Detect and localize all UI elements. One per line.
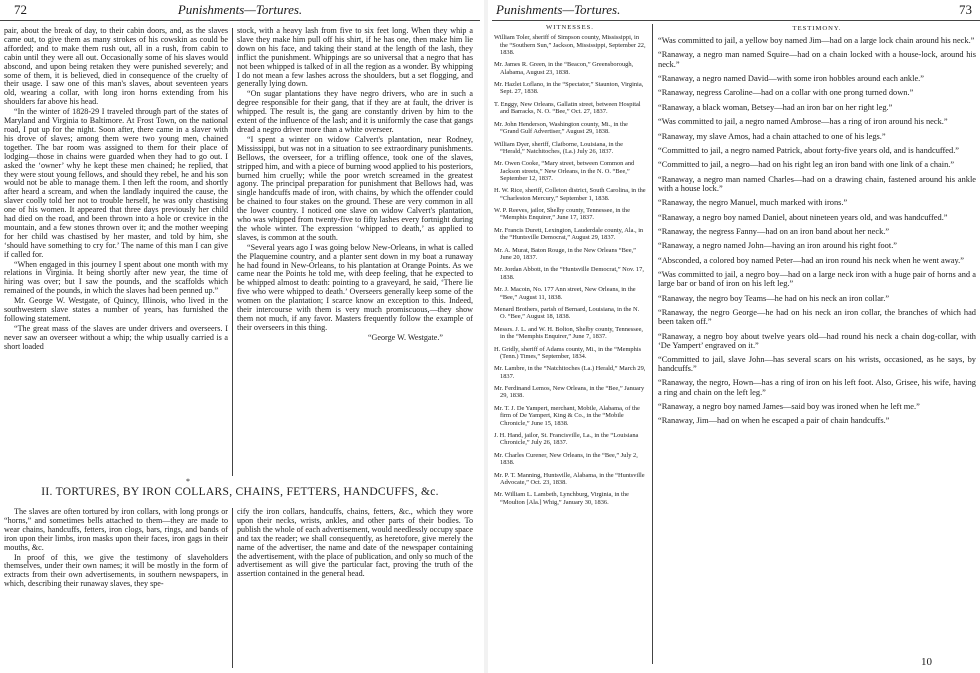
paragraph: In proof of this, we give the testimony of slaveholders themselves, under their own names; it will be mostly in the form of extracts from their own advertisements, in southern newspapers, in which, describing their runaway slaves, they spe- (4, 552, 228, 589)
witness-entry: H. W. Rice, sheriff, Colleton district, South Carolina, in the “Charleston Mercury,” September 1, 1838. (494, 187, 646, 202)
paragraph: “Several years ago I was going below New-Orleans, in what is called the Plaquemine country, and a planter sent down in my boat a runaway he had found in New-Orleans, to his plantation at Orange Points. As we came near the Points he told me, with deep feeling, that he expected to be whipped almost to death: pointing to a graveyard, he said, ‘There lie five who were whipped to death.’ Overseers generally keep some of the women on the plantation; I scarce know an exception to this. Indeed, their intercourse with them is very much promiscuous,—they show them not much, if any favor. Masters frequently follow the example of their overseers in this thing. (237, 242, 473, 332)
right-running-title: Punishments—Tortures. (496, 2, 621, 17)
witness-entry: W. P. Reeves, jailor, Shelby county, Tennessee, in the “Memphis Enquirer,” June 17, 1837. (494, 207, 630, 222)
testimony-entry: “Ranaway, the negress Fanny—had on an iron band about her neck.” (658, 226, 890, 236)
witnesses-heading: WITNESSES. (546, 24, 594, 31)
witness-entry: H. Gridly, sheriff of Adams county, Mi., in the “Memphis (Tenn.) Times,” September, 1834. (494, 345, 642, 360)
witness-entry: Mr. Hazlet Loflano, in the “Spectator,” Staunton, Virginia, Sept. 27, 1838. (494, 81, 644, 96)
testimony-entry: “Ranaway, Jim—had on when he escaped a pair of chain handcuffs.” (658, 416, 890, 426)
testimony-entry: “Ranaway, the negro Manuel, much marked with irons.” (658, 198, 848, 208)
bottom-column-2 (237, 508, 473, 672)
signature: “George W. Westgate.” (367, 332, 443, 342)
section-separator: * (186, 477, 190, 486)
witness-entry: William Dyer, sheriff, Claiborne, Louisiana, in the “Herald,” Natchitoches, (La.) July 26, 1837. (494, 140, 623, 155)
testimony-entry: “Ranaway, a negro boy named Daniel, about nineteen years old, and was handcuffed.” (658, 212, 948, 222)
testimony-entry: “Ranaway, the negro, Hown—has a ring of iron on his left foot. Also, Grisee, his wife, having a ring and chain on the left leg.” (658, 378, 976, 397)
left-column-2 (237, 27, 473, 477)
left-page (0, 0, 480, 673)
witness-entry: Mr. J. Macoin, No. 177 Ann street, New Orleans, in the “Bee,” August 11, 1838. (494, 286, 636, 301)
testimony-entry: “Ranaway, my slave Amos, had a chain attached to one of his legs.” (658, 131, 886, 141)
header-rule (0, 20, 480, 21)
bottom-column-1 (4, 508, 228, 672)
right-page (492, 0, 980, 673)
testimony-entry: “Absconded, a colored boy named Peter—had an iron round his neck when he went away.” (658, 255, 964, 265)
left-running-title: Punishments—Tortures. (177, 2, 303, 17)
paragraph: The slaves are often tortured by iron collars, with long prongs or “horns,” and sometimes bells attached to them—they are made to wear chains, handcuffs, fetters, iron clogs, bars, rings, and bands of iron upon their limbs, iron masks upon their faces, iron gags in their mouths, &c. (4, 508, 228, 552)
testimony-entry: “Ranaway, a black woman, Betsey—had an iron bar on her right leg.” (658, 102, 893, 112)
witness-entry: Mr. T. J. De Yampert, merchant, Mobile, Alabama, of the firm of De Yampert, King & Co., in the “Mobile Chronicle,” June 15, 1838. (494, 404, 640, 427)
page-gutter (484, 0, 488, 673)
testimony-entry: “Ranaway, a negro man named Charles—had on a drawing chain, fastened around his ankle with a house lock.” (658, 174, 976, 193)
testimony-heading: TESTIMONY. (792, 25, 842, 32)
witness-entry: Mr. James R. Green, in the “Beacon,” Greensborough, Alabama, August 23, 1838. (494, 61, 634, 76)
header-rule (492, 20, 980, 21)
column-rule (232, 28, 233, 476)
testimony-entry: “Ranaway, the negro boy Teams—he had on his neck an iron collar.” (658, 293, 890, 303)
left-column-1 (4, 27, 228, 477)
section-title: II. TORTURES, BY IRON COLLARS, CHAINS, FETTERS, HANDCUFFS, &c. (41, 486, 439, 498)
witness-entry: Mr. Charles Curener, New Orleans, in the “Bee,” July 2, 1838. (494, 451, 638, 467)
testimony-entry: “Ranaway, negress Caroline—had on a collar with one prong turned down.” (658, 88, 914, 98)
paragraph: cify the iron collars, handcuffs, chains, fetters, &c., which they wore upon their necks, wrists, ankles, and other parts of their bodies. To publish the whole of each advertisement, would needlessly occupy space and tax the reader; we shall consequently, as heretofore, give merely the name of the advertiser, the name and date of the newspaper containing the advertisement, with the place of publication, and only so much of the advertisement as will give the particular fact, proving the truth of the assertion contained in the general head. (237, 508, 473, 579)
testimony-entry: “Ranaway, a negro boy about twelve years old—had round his neck a chain dog-collar, with ‘De Yampert’ engraved on it.” (658, 331, 976, 350)
witness-entry: J. H. Hand, jailor, St. Francisville, La., in the “Louisiana Chronicle,” July 26, 1837. (494, 432, 639, 447)
witness-entry: T. Enggy, New Orleans, Gallatin street, between Hospital and Barracks, N. O. “Bee,” Oct. 27, 1837. (494, 100, 641, 116)
testimony-entry: “Committed to jail, a negro—had on his right leg an iron band with one link of a chain.” (658, 160, 955, 170)
left-page-number: 72 (14, 2, 27, 17)
witness-entry: Mr. A. Murat, Baton Rouge, in the New Orleans “Bee,” June 20, 1837. (494, 246, 636, 261)
westgate-intro: Mr. George W. Westgate, of Quincy, Illinois, who lived in the southwestern slave states a number of years, has furnished the following statement. (4, 296, 228, 323)
paragraph: pair, about the break of day, to their cabin doors, and, as the slaves came out, to give them as many strokes of his cowskin as could be afforded; and to make them rush out, all in a rush, from cabin to cabin until they were all out. Occasionally some of his slaves would abscond, and upon being retaken they were punished severely; and some of them, it is believed, died in consequence of the cruelty of their usage. I saw one of this man's slaves, about seventeen years old, wearing a collar, with long iron horns extending from his shoulders far above his head. (4, 27, 228, 107)
testimony-entry: “Was committed to jail, a yellow boy named Jim—had on a large lock chain around his neck.” (658, 36, 975, 46)
column-rule (652, 24, 653, 664)
witnesses-column (494, 24, 646, 656)
paragraph: “On sugar plantations they have negro drivers, who are in such a degree responsible for their gang, that if they are at fault, the driver is whipped. The result is, the gang are constantly driven by him to the extent of the influence of the lash; and it is uniformly the case that gangs dread a negro driver more than a white overseer. (237, 89, 473, 134)
paragraph: “When engaged in this journey I spent about one month with my relations in Virginia. It being shortly after new year, the time of hiring was over; but I saw the pounds, and the scaffolds which remained of the pounds, in which the slaves had been penned up.” (4, 259, 228, 296)
testimony-entry: “Ranaway, a negro named David—with some iron hobbles around each ankle.” (658, 73, 924, 83)
testimony-entry: “Committed to jail, a negro named Patrick, about forty-five years old, and is handcuffed.” (658, 145, 960, 155)
column-rule (232, 508, 233, 668)
witness-entry: Mr. P. T. Manning, Huntsville, Alabama, in the “Huntsville Advocate,” Oct. 23, 1838. (494, 471, 645, 486)
witness-entry: Mr. Ferdinand Lemos, New Orleans, in the “Bee,” January 29, 1838. (494, 385, 645, 400)
right-page-number: 73 (959, 2, 972, 17)
testimony-entry: “Was committed to jail, a negro boy—had on a large neck iron with a huge pair of horns and a large bar or band of iron on his left leg.” (658, 270, 976, 289)
paragraph: stock, with a heavy lash from five to six feet long. When they whip a slave they make him pull off his shirt, if he has one, then make him lie down on his face, and taking their stand at the length of the lash, they inflict the punishment. Whippings are so universal that a negro that has not been whipped is talked of in all the region as a wonder. By whipping I do not mean a few lashes across the shoulders, but a set flogging, and generally lying down. (237, 27, 473, 89)
testimony-entry: “Ranaway, a negro man named Squire—had on a chain locked with a house-lock, around his neck.” (658, 50, 976, 69)
witness-entry: Menard Brothers, parish of Bernard, Louisiana, in the N. O. “Bee,” August 18, 1838. (494, 306, 640, 321)
witness-entry: Messrs. J. L. and W. H. Bolton, Shelby county, Tennessee, in the “Memphis Enquirer,” June 7, 1837. (494, 325, 644, 341)
testimony-entry: “Was committed to jail, a negro named Ambrose—has a ring of iron around his neck.” (658, 117, 948, 127)
witness-entry: Mr. Jordan Abbott, in the “Huntsville Democrat,” Nov. 17, 1838. (494, 266, 644, 281)
testimony-entry: “Committed to jail, slave John—has several scars on his wrists, occasioned, as he says, by handcuffs.” (658, 354, 976, 374)
witness-entry: Mr. Owen Cooke, “Mary street, between Common and Jackson streets,” New Orleans, in the N. O. “Bee,” September 12, 1837. (494, 160, 635, 182)
testimony-entry: “Ranaway, the negro George—he had on his neck an iron collar, the branches of which had been taken off.” (658, 308, 976, 327)
testimony-list (658, 36, 976, 425)
testimony-entry: “Ranaway, a negro named John—having an iron around his right foot.” (658, 241, 898, 251)
paragraph: “The great mass of the slaves are under drivers and overseers. I never saw an overseer without a whip; the whip usually carried is a short loaded (4, 323, 228, 351)
paragraph: “I spent a winter on widow Calvert's plantation, near Rodney, Mississippi, but was not in a situation to see extraordinary punishments. Bellows, the overseer, for a trifling offence, took one of the slaves, stripped him, and with a piece of burning wood applied to his posteriors, burned him cruelly; while the poor wretch screamed in the greatest agony. The principal preparation for punishment that Bellows had, was single handcuffs made of iron, with chains, by which the offender could be chained to four stakes on the ground. These are very common in all the lower country. I noticed one slave on widow Calvert's plantation, who was whipped from twenty-five to fifty lashes every fortnight during the whole winter. The expression ‘whipped to death,’ as applied to slaves, is common at the south. (237, 134, 473, 242)
footer-page-number: 10 (921, 656, 932, 668)
witness-entry: Mr. William L. Lambeth, Lynchburg, Virginia, in the “Moulton [Ala.] Whig,” January 30, 1836. (494, 491, 629, 506)
left-page-header (0, 2, 480, 18)
testimony-entry: “Ranaway, a negro boy named James—said boy was ironed when he left me.” (658, 401, 920, 411)
witnesses-list (494, 34, 646, 506)
witness-entry: Mr. Francis Durett, Lexington, Lauderdale county, Ala., in the “Huntsville Democrat,” August 29, 1837. (494, 226, 644, 242)
witness-entry: Mr. Lambre, in the “Natchitoches (La.) Herald,” March 29, 1837. (494, 365, 646, 380)
testimony-column (658, 24, 976, 656)
right-page-header (492, 2, 980, 18)
paragraph: “In the winter of 1828-29 I traveled through part of the states of Maryland and Virginia to Baltimore. At Frost Town, on the national road, I put up for the night. Soon after, there came in a slaver with his drove of slaves; among them were two young men, chained together. The bar room was assigned to them for their place of lodging—those in chains were guarded when they had to go out. I asked the ‘owner’ why he kept these men chained; he replied, that they were stout young fellows, and should they rebel, he and his son would not be able to manage them. I then left the room, and shortly after heard a scream, and when the landlady inquired the cause, the slaver coolly told her not to trouble herself, he was only chastising one of his women. It appeared that three days previously her child had died on the road, and been thrown into a hole or crevice in the mountain, and a few stones thrown over it; and the mother weeping for her child was chastised by her master, and told by him, she ‘should have something to cry for.’ The name of this man I can give if called for. (4, 107, 228, 259)
witness-entry: Mr. John Henderson, Washington county, Mi., in the “Grand Gulf Advertiser,” August 29, 1838. (494, 120, 628, 136)
witness-entry: William Toler, sheriff of Simpson county, Mississippi, in the “Southern Sun,” Jackson, Mississippi, September 22, 1838. (494, 34, 646, 56)
